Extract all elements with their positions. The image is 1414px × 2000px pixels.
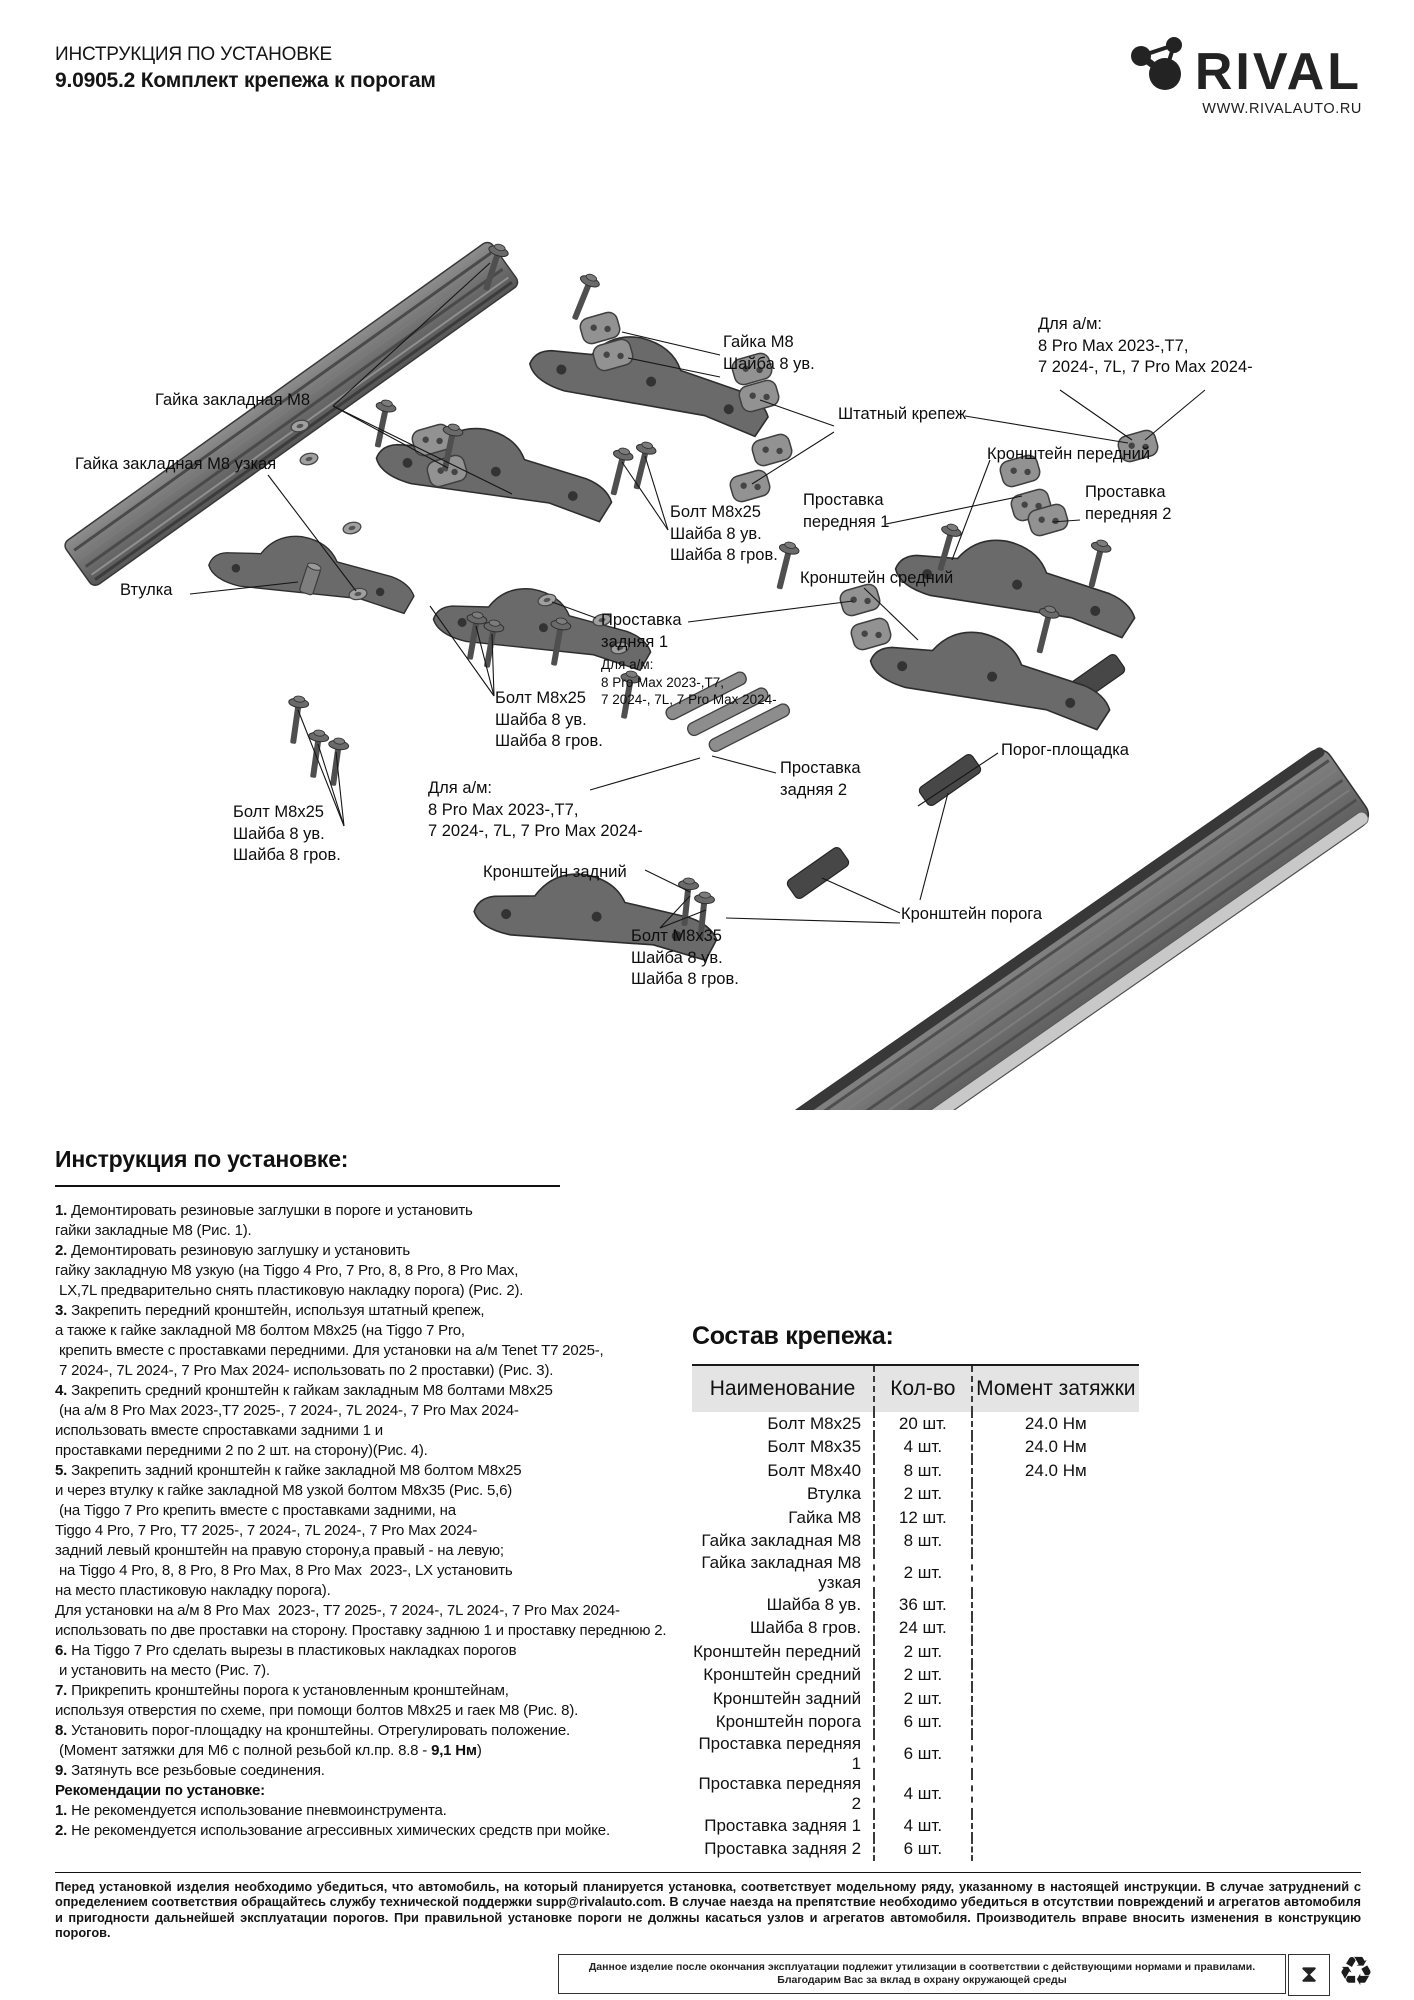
diagram-label: Порог-площадка	[1001, 741, 1129, 759]
instruction-line: а также к гайке закладной М8 болтом М8х25 (на Tiggo 7 Pro,	[55, 1322, 465, 1339]
table-row: Кронштейн порога 6 шт.	[692, 1711, 1139, 1735]
col-name: Наименование	[692, 1365, 874, 1412]
instruction-line: 4. Закрепить средний кронштейн к гайкам закладным М8 болтами М8х25	[55, 1382, 553, 1399]
instructions-title: Инструкция по установке:	[55, 1146, 349, 1172]
diagram-label: Проставка передняя 2	[1085, 483, 1172, 523]
table-row: Кронштейн средний 2 шт.	[692, 1664, 1139, 1688]
table-row: Болт М8х40 8 шт. 24.0 Нм	[692, 1459, 1139, 1483]
instruction-line: (Момент затяжки для М6 с полной резьбой кл.пр. 8.8 - 9,1 Нм)	[55, 1742, 482, 1759]
diagram-label: Для а/м: 8 Pro Max 2023-,Т7, 7 2024-, 7L, 7 Pro Max 2024-	[428, 779, 643, 840]
diagram-label: Кронштейн средний	[800, 569, 954, 587]
table-row: Гайка М8 12 шт.	[692, 1506, 1139, 1530]
instruction-line: 8. Установить порог-площадку на кронштейны. Отрегулировать положение.	[55, 1722, 570, 1739]
table-row: Проставка передняя 1 6 шт.	[692, 1734, 1139, 1774]
website-url: WWW.RIVALAUTO.RU	[1202, 101, 1362, 117]
diagram-label: Гайка М8 Шайба 8 ув.	[723, 333, 815, 373]
parts-table-title: Состав крепежа:	[692, 1322, 894, 1350]
col-qty: Кол-во	[874, 1365, 972, 1412]
brand-block	[1129, 36, 1362, 117]
table-row: Болт М8х35 4 шт. 24.0 Нм	[692, 1436, 1139, 1460]
instruction-line: 1. Демонтировать резиновые заглушки в пороге и установить	[55, 1202, 473, 1219]
parts-composition	[692, 1322, 1139, 1861]
warning-text: Перед установкой изделия необходимо убедиться, что автомобиль, на который планируется установка, соответствует модельному ряду, указанному в настоящей инструкции. В случае затруднений с определением соответствия обращайтесь службу технической поддержки supp@rivalauto.com. В случае наезда на препятствие необходимо убедиться в отсутствии повреждений и агрегатов автомобиля и пригодности дальнейшей эксплуатации порогов. При правильной установке пороги не должны касаться узлов и агрегатов автомобиля. Производитель вправе вносить изменения в конструкцию порогов.	[55, 1872, 1361, 1941]
instruction-line: задний левый кронштейн на правую сторону,а правый - на левую;	[55, 1542, 504, 1559]
instructions-list	[55, 1201, 705, 1841]
instruction-line: проставками передними 2 по 2 шт. на сторону)(Рис. 4).	[55, 1442, 428, 1459]
instruction-line: и через втулку к гайке закладной М8 узкой болтом М8х35 (Рис. 5,6)	[55, 1482, 513, 1499]
diagram-label: Для а/м: 8 Pro Max 2023-,Т7, 7 2024-, 7L, 7 Pro Max 2024-	[1038, 315, 1253, 376]
instruction-line: 2. Демонтировать резиновую заглушку и установить	[55, 1242, 411, 1259]
instruction-line: 7. Прикрепить кронштейны порога к установленным кронштейнам,	[55, 1682, 509, 1699]
instruction-line: 7 2024-, 7L 2024-, 7 Pro Max 2024- использовать по 2 проставки) (Рис. 3).	[55, 1362, 554, 1379]
rival-molecule-icon	[1129, 36, 1187, 97]
middle-bracket-right	[867, 610, 1120, 733]
instruction-line: 2. Не рекомендуется использование агрессивных химических средств при мойке.	[55, 1822, 610, 1839]
diagram-label: Кронштейн передний	[987, 445, 1151, 463]
diagram-label: Кронштейн задний	[483, 863, 627, 881]
instruction-line: Tiggo 4 Pro, 7 Pro, Т7 2025-, 7 2024-, 7L 2024-, 7 Pro Max 2024-	[55, 1522, 478, 1539]
diagram-label: Кронштейн порога	[901, 905, 1043, 923]
instruction-line: Рекомендации по установке:	[55, 1782, 265, 1799]
instruction-line: на место пластиковую накладку порога).	[55, 1582, 331, 1599]
diagram-label: Проставка задняя 2	[780, 759, 861, 799]
install-instructions	[55, 1146, 705, 1841]
diagram-label: Проставка задняя 1	[601, 611, 682, 651]
sill-bracket	[917, 753, 982, 808]
instruction-line: Для установки на а/м 8 Pro Max 2023-, Т7 2025-, 7 2024-, 7L 2024-, 7 Pro Max 2024-	[55, 1602, 620, 1619]
table-row: Шайба 8 ув. 36 шт.	[692, 1593, 1139, 1617]
table-row: Кронштейн задний 2 шт.	[692, 1687, 1139, 1711]
instruction-line: 5. Закрепить задний кронштейн к гайке закладной М8 болтом М8х25	[55, 1462, 522, 1479]
instruction-line: (на а/м 8 Pro Max 2023-,Т7 2025-, 7 2024-, 7L 2024-, 7 Pro Max 2024-	[55, 1402, 519, 1419]
page-title: 9.0905.2 Комплект крепежа к порогам	[55, 69, 436, 92]
diagram-label: Болт М8х25 Шайба 8 ув. Шайба 8 гров.	[670, 503, 778, 564]
instruction-line: (на Tiggo 7 Pro крепить вместе с проставками задними, на	[55, 1502, 456, 1519]
recycle-icon: ♻	[1338, 1950, 1374, 1994]
table-header-row	[692, 1365, 1139, 1412]
diagram-label: Болт М8х35 Шайба 8 ув. Шайба 8 гров.	[631, 927, 739, 988]
instruction-line: на Tiggo 4 Pro, 8, 8 Pro, 8 Pro Max, 8 Pro Max 2023-, LX установить	[55, 1562, 513, 1579]
instruction-line: гайку закладную М8 узкую (на Tiggo 4 Pro, 7 Pro, 8, 8 Pro, 8 Pro Max,	[55, 1262, 519, 1279]
header	[55, 44, 436, 93]
exploded-diagram	[0, 228, 1414, 1110]
table-row: Гайка закладная М8 8 шт.	[692, 1530, 1139, 1554]
doc-type: ИНСТРУКЦИЯ ПО УСТАНОВКЕ	[55, 44, 333, 65]
diagram-label: Гайка закладная М8 узкая	[75, 455, 277, 473]
running-board-left	[62, 240, 520, 588]
table-row: Проставка передняя 2 4 шт.	[692, 1774, 1139, 1814]
diagram-label: Болт М8х25 Шайба 8 ув. Шайба 8 гров.	[495, 689, 603, 750]
instruction-line: 3. Закрепить передний кронштейн, используя штатный крепеж,	[55, 1302, 485, 1319]
table-row: Шайба 8 гров. 24 шт.	[692, 1617, 1139, 1641]
instruction-line: использовать по две проставки на сторону. Проставку заднюю 1 и проставку переднюю 2.	[55, 1622, 667, 1639]
diagram-label: Болт М8х25 Шайба 8 ув. Шайба 8 гров.	[233, 803, 341, 864]
instruction-line: использовать вместе спроставками задними 1 и	[55, 1422, 383, 1439]
table-row: Болт М8х25 20 шт. 24.0 Нм	[692, 1412, 1139, 1436]
instruction-line: используя отверстия по схеме, при помощи болтов М8х25 и гаек М8 (Рис. 8).	[55, 1702, 579, 1719]
hourglass-icon: ⧗	[1288, 1954, 1330, 1996]
instruction-line: крепить вместе с проставками передними. Для установки на а/м Tenet Т7 2025-,	[55, 1342, 604, 1359]
instruction-line: 1. Не рекомендуется использование пневмоинструмента.	[55, 1802, 447, 1819]
instruction-line: LX,7L предварительно снять пластиковую накладку порога) (Рис. 2).	[55, 1282, 524, 1299]
middle-bracket-left	[373, 408, 621, 525]
divider	[55, 1185, 560, 1187]
sill-bracket	[785, 846, 850, 901]
diagram-label: Штатный крепеж	[838, 405, 967, 423]
table-row: Кронштейн передний 2 шт.	[692, 1640, 1139, 1664]
instruction-line: гайки закладные М8 (Рис. 1).	[55, 1222, 252, 1239]
table-row: Гайка закладная М8 узкая 2 шт.	[692, 1553, 1139, 1593]
parts-table	[692, 1364, 1139, 1861]
diagram-label: Для а/м: 8 Pro Max 2023-,Т7, 7 2024-, 7L, 7 Pro Max 2024-	[601, 657, 777, 707]
diagram-label: Втулка	[120, 581, 173, 599]
instruction-line: 9. Затянуть все резьбовые соединения.	[55, 1762, 325, 1779]
table-row: Проставка задняя 1 4 шт.	[692, 1814, 1139, 1838]
recycling-note: Данное изделие после окончания эксплуатации подлежит утилизации в соответствии с действующими нормами и правилами. Благодарим Вас за вклад в охрану окружающей среды	[558, 1954, 1286, 1994]
brand-logo: RIVAL	[1194, 43, 1362, 102]
table-row: Проставка задняя 2 6 шт.	[692, 1838, 1139, 1862]
table-row: Втулка 2 шт.	[692, 1483, 1139, 1507]
instruction-line: и установить на место (Рис. 7).	[55, 1662, 270, 1679]
col-torque: Момент затяжки	[972, 1365, 1139, 1412]
diagram-label: Проставка передняя 1	[803, 491, 890, 531]
diagram-label: Гайка закладная М8	[155, 391, 311, 409]
instruction-line: 6. На Tiggo 7 Pro сделать вырезы в пластиковых накладках порогов	[55, 1642, 517, 1659]
